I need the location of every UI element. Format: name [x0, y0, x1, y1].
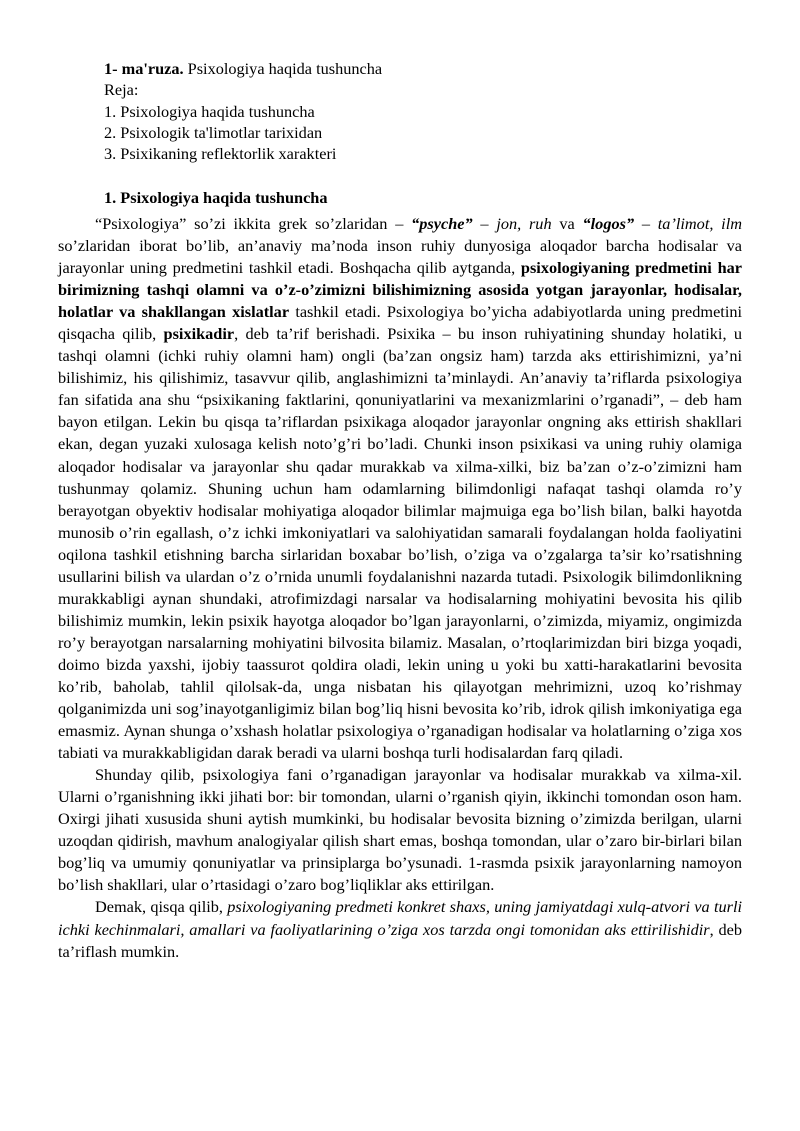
body-text: [58, 213, 742, 963]
paragraph: Shunday qilib, psixologiya fani o’rganadigan jarayonlar va hodisalar murakkab va xilma-xil. Ularni o’rganishning ikki jihati bor: bir tomondan, ularni o’rganish qiyin, ikkinchi tomondan oson ham. Oxirgi jihati xususida shuni aytish mumkinki, bu hodisalar bevosita bizning o’zimizda berilgan, ularni uzoqdan qidirish, mavhum analogiyalar qilish shart emas, boshqa tomondan, ular o’zaro bir-birlari bilan bog’liq va umumiy qonuniyatlar va prinsiplarga bo’ysunadi. 1-rasmda psixik jarayonlarning namoyon bo’lish shakllari, ular o’rtasidagi o’zaro bog’liqliklar aks ettirilgan.: [58, 765, 742, 895]
text-run: so’zlaridan iborat bo’lib, an’anaviy ma’noda inson ruhiy dunyosiga aloqador barcha hodisalar va jarayonlar uning predmetini tashkil etadi. Boshqacha qilib aytganda,: [58, 236, 742, 278]
text-run: Demak, qisqa qilib,: [95, 897, 228, 917]
text-run: , deb ta’rif berishadi. Psixika – bu inson ruhiyatining shunday holatiki, u tashqi olamni (ichki ruhiy olamni ham) ongli (ba’zan ongsiz ham) tarzda aks ettirishimizni, ya’ni bilishimiz, his qilishimiz, tasavvur qilib, anglashimizni ta’minlaydi. An’anaviy ta’riflarda psixologiya fan sifatida ana shu “psixikaning faktlarini, qonuniyatlarini va mexanizmlarini o’rganadi”, – deb ham bayon etilgan. Lekin bu qisqa ta’riflardan psixikaga aloqador jarayonlar ongning aks ettirish shakllari ekan, degan yuzaki xulosaga kelish noto’g’ri bo’ladi. Chunki inson psixikasi va uning ruhiy olamiga aloqador hodisalar va jarayonlar shu qadar murakkab va xilma-xilki, biz ba’zan o’z-o’zimizni ham tushunmay qolamiz. Shuning uchun ham odamlarning bilimdonligi nafaqat tashqi olamda ro’y berayotgan obyektiv hodisalar mohiyatiga aloqador bilimlar majmuiga ega bo’lish bilan, balki hayotda munosib o’rin egallash, o’z ichki imkoniyatlari va salohiyatidan samarali foydalangan holda faoliyatini oqilona tashkil etishning barcha sirlaridan boxabar bo’lish, o’ziga va o’zgalarga ta’sir ko’rsatishning usullarini bilish va ulardan o’z o’rnida unumli foydalanishni nazarda tutadi. Psixologik bilimdonlikning murakkabligi aynan shundaki, atrofimizdagi narsalar va hodisalarning mohiyatini bevosita his qilib bilishimiz mumkin, lekin psixik hayotga aloqador bo’lgan jarayonlarni, o’zimizda, miyamiz, ongimizda ro’y berayotgan narsalarning mohiyatini bilvosita bilamiz. Masalan, o’rtoqlarimizdan biri bizga yoqadi, doimo bizda yaxshi, ijobiy taassurot qoldira oladi, lekin uning u yoki bu xatti-harakatlarini bevosita ko’rib, baholab, tahlil qilolsak-da, unga nisbatan his qilayotgan mehrimizni, uzoq ko’rishmay qolganimizda uni sog’inayotganligimiz bilan bog’liq hisni bevosita ko’rib, idrok qilish imkoniyatiga ega emasmiz. Aynan shunga o’xshash holatlar psixologiya o’rganadigan hodisalar va holatlarning o’ziga xos tabiati va murakkabligidan darak beradi va ularni boshqa turli hodisalardan farq qiladi.: [58, 324, 742, 763]
text-run: , deb ta’riflash mumkin.: [58, 919, 742, 961]
text-run: tashkil etadi. Psixologiya bo’yicha adabiyotlarda uning predmetini qisqacha qilib,: [58, 302, 743, 344]
plan-label: Reja:: [104, 80, 139, 100]
bold-definition: psixologiyaning predmetini har birimizning tashqi olamni va o’z-o’zimizni bilishimizning asosida yotgan jarayonlar, hodisalar, holatlar va shakllangan xislatlar: [58, 258, 742, 322]
lecture-title-line: [104, 58, 744, 79]
lecture-number: 1- ma'ruza.: [104, 59, 184, 78]
italic-definition: psixologiyaning predmeti konkret shaxs, uning jamiyatdagi xulq-atvori va turli ichki kechinmalari, amallari va faoliyatlarining o’ziga xos tarzda ongi tomonidan aks ettirilishidir: [58, 897, 742, 939]
plan-item: 2. Psixologik ta'limotlar tarixidan: [104, 122, 323, 142]
term-definition: – ta’limot, ilm: [634, 214, 742, 233]
term-logos: “logos”: [582, 214, 635, 233]
plan-item: 3. Psixikaning reflektorlik xarakteri: [104, 144, 337, 164]
section-heading: 1. Psixologiya haqida tushuncha: [104, 188, 328, 207]
term-psyche: “psyche”: [411, 214, 473, 233]
lecture-title: Psixologiya haqida tushuncha: [183, 59, 383, 78]
paragraph: [58, 213, 742, 764]
lecture-header: [104, 58, 744, 164]
paragraph: [58, 896, 742, 962]
text-run: va: [551, 214, 583, 233]
plan-item: 1. Psixologiya haqida tushuncha: [104, 101, 315, 121]
text-run: “Psixologiya” so’zi ikkita grek so’zlaridan –: [95, 214, 412, 233]
term-definition: – jon, ruh: [472, 214, 552, 233]
term-psixika: psixikadir: [163, 324, 235, 344]
